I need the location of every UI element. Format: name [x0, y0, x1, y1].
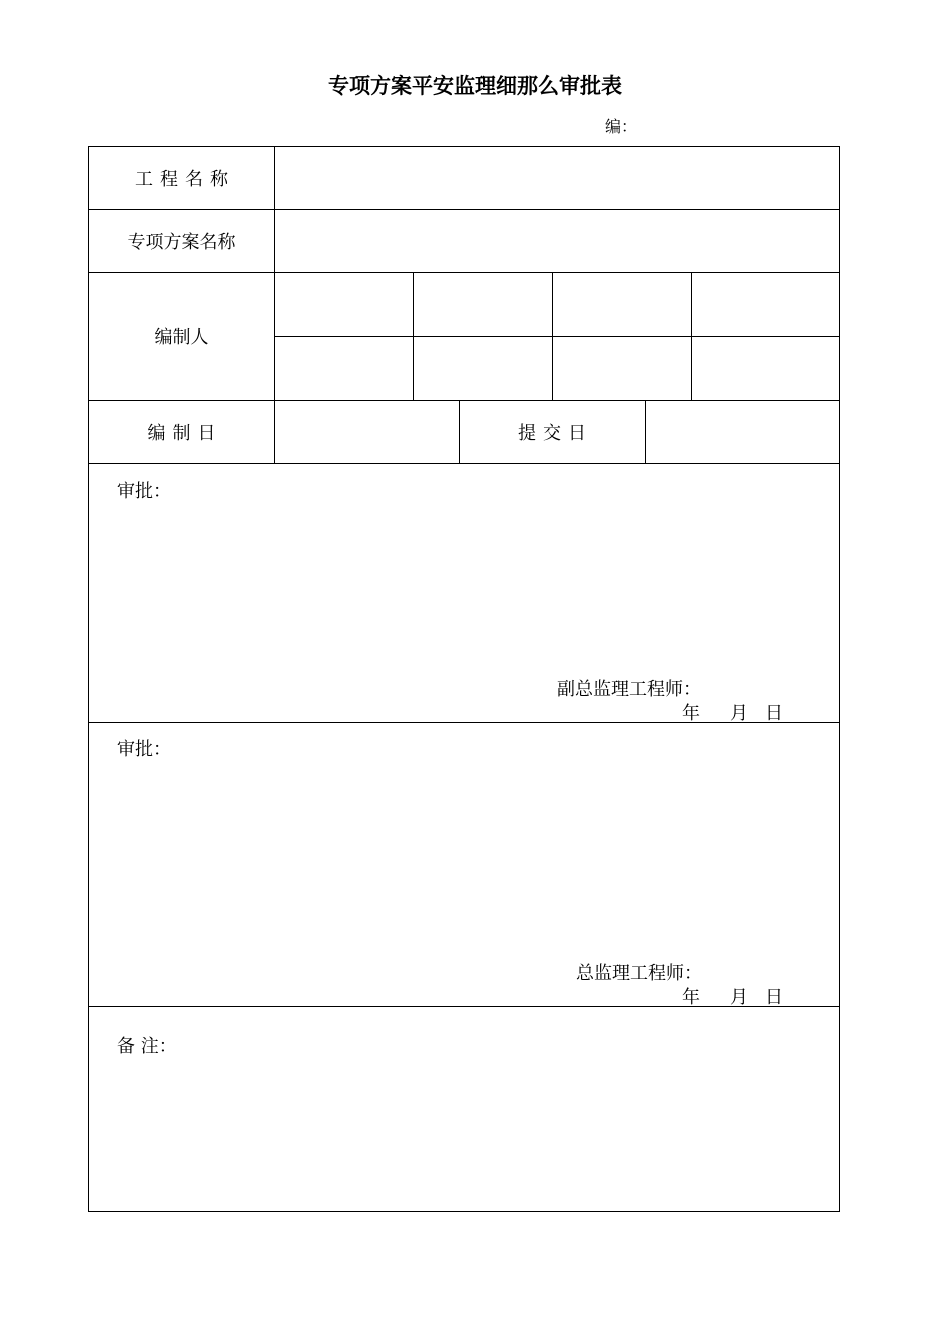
- row-divider: [274, 336, 839, 337]
- month-label: 月: [730, 987, 748, 1008]
- approval-2-label: 审批：: [117, 739, 171, 760]
- submit-date-field[interactable]: [646, 401, 839, 463]
- submit-date-label: 提交日: [518, 422, 593, 444]
- project-name-field[interactable]: [275, 147, 839, 209]
- day-label: 日: [765, 703, 783, 724]
- month-label: 月: [730, 703, 748, 724]
- plan-name-field[interactable]: [275, 210, 839, 272]
- column-divider: [552, 272, 553, 400]
- approval-2-date: [682, 983, 783, 1009]
- compiler-label: 编制人: [154, 327, 209, 348]
- compile-date-field[interactable]: [275, 401, 459, 463]
- deputy-chief-supervisor-signature-label: 副总监理工程师：: [557, 679, 701, 700]
- day-label: 日: [765, 987, 783, 1008]
- approval-form-table: [88, 146, 840, 1212]
- year-label: 年: [682, 987, 700, 1008]
- approval-1-label: 审批：: [117, 481, 171, 502]
- chief-supervisor-signature-label: 总监理工程师：: [576, 963, 702, 984]
- row-divider: [89, 463, 839, 464]
- compile-date-label: 编制日: [147, 422, 223, 444]
- form-title: 专项方案平安监理细那么审批表: [328, 74, 622, 98]
- serial-number-label: 编：: [605, 117, 638, 136]
- approval-1-date: [682, 699, 783, 725]
- remarks-label: 备 注：: [117, 1036, 177, 1057]
- project-name-label: 工程名称: [135, 169, 235, 190]
- plan-name-label: 专项方案名称: [127, 231, 236, 253]
- year-label: 年: [682, 703, 700, 724]
- column-divider: [413, 272, 414, 400]
- column-divider: [691, 272, 692, 400]
